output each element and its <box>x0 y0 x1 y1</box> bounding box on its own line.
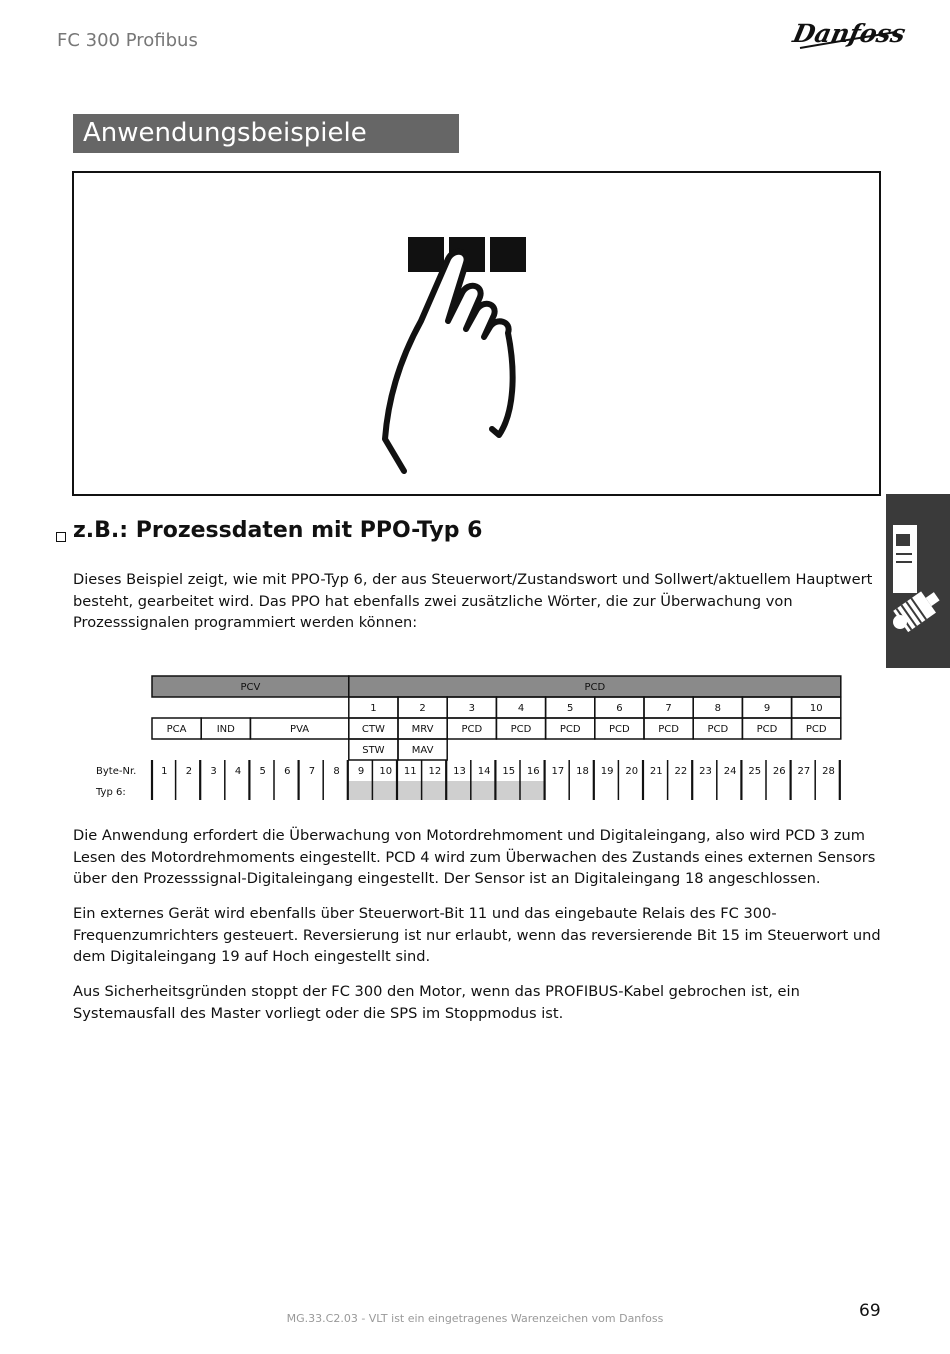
byte-number: 8 <box>333 766 340 777</box>
pcd-number: 10 <box>809 703 823 714</box>
byte-nr-label: Byte-Nr. <box>96 766 137 777</box>
pcd-name: PCD <box>461 724 483 735</box>
hand-pressing-keys-icon <box>74 173 879 494</box>
byte-number: 18 <box>576 766 589 777</box>
pcd-name: PCD <box>559 724 581 735</box>
byte-number: 6 <box>284 766 291 777</box>
byte-number: 23 <box>699 766 712 777</box>
pcv-part-label: PCA <box>166 724 187 735</box>
illustration-frame <box>72 171 881 496</box>
pcd-label: PCD <box>584 682 606 693</box>
footer-text: MG.33.C2.03 - VLT ist ein eingetragenes Warenzeichen vom Danfoss <box>286 1312 664 1325</box>
byte-number: 21 <box>649 766 663 777</box>
pcd-name: PCD <box>658 724 679 735</box>
type6-label: Typ 6: <box>96 787 126 798</box>
pcd-number: 7 <box>665 703 672 714</box>
chapter-side-tab <box>886 494 950 668</box>
byte-number: 24 <box>723 766 737 777</box>
paragraph-application: Die Anwendung erfordert die Überwachung von Motordrehmoment und Digitaleingang, also wird PCD 3 zum Lesen des Motordrehmoments eingestellt. PCD 4 wird zum Überwachen des Zustands eines externen Sensors über den Prozesssignal-Digitaleingang eingestellt. Der Sensor ist an Digitaleingang 18 angeschlossen. <box>73 827 876 888</box>
byte-number: 1 <box>161 766 168 777</box>
pcd-number: 8 <box>714 703 721 714</box>
pcd-name: PCD <box>707 724 729 735</box>
byte-number: 11 <box>403 766 417 777</box>
pcd-number: 9 <box>763 703 771 714</box>
byte-number: 28 <box>822 766 835 777</box>
square-bullet-icon <box>56 532 66 542</box>
byte-number: 17 <box>551 766 565 777</box>
byte-number: 15 <box>502 766 516 777</box>
pcd-name: PCD <box>805 724 827 735</box>
ppo-type6-diagram <box>90 674 850 804</box>
danfoss-logo <box>790 12 909 54</box>
pcd-name: PCD <box>609 724 630 735</box>
paragraph-external-device: Ein externes Gerät wird ebenfalls über Steuerwort-Bit 11 und das eingebaute Relais des FC 300-Frequenzumrichters gesteuert. Reversierung ist nur erlaubt, wenn das reversierende Bit 15 im Steuerwort und dem Digitaleingang 19 auf Hoch eingestellt sind. <box>73 905 881 966</box>
byte-number: 10 <box>379 766 393 777</box>
pcd-name: PCD <box>756 724 778 735</box>
byte-number: 27 <box>797 766 811 777</box>
byte-number: 14 <box>477 766 491 777</box>
byte-number: 7 <box>308 766 316 777</box>
drive-motor-icon <box>886 494 950 668</box>
paragraph-safety: Aus Sicherheitsgründen stoppt der FC 300 den Motor, wenn das PROFIBUS-Kabel gebrochen ist, ein Systemausfall des Master vorliegt oder die SPS im Stoppmodus ist. <box>73 983 800 1022</box>
pcv-part-label: IND <box>216 724 235 735</box>
document-title: FC 300 Profibus <box>57 30 198 51</box>
sub-name: MAV <box>411 745 434 756</box>
pcd-number: 2 <box>419 703 426 714</box>
byte-number: 9 <box>357 766 365 777</box>
pcd-name: MRV <box>411 724 434 735</box>
section-title: Anwendungsbeispiele <box>73 114 459 153</box>
byte-number: 19 <box>600 766 614 777</box>
pcv-part-label: PVA <box>290 724 310 735</box>
byte-number: 13 <box>453 766 466 777</box>
pcd-number: 5 <box>567 703 574 714</box>
paragraph-intro: Dieses Beispiel zeigt, wie mit PPO-Typ 6, der aus Steuerwort/Zustandswort und Sollwert/aktuellem Hauptwert besteht, gearbeitet wird. Das PPO hat ebenfalls zwei zusätzliche Wörter, die zur Überwachung von Prozesssignalen programmiert werden können: <box>73 571 873 632</box>
byte-number: 22 <box>674 766 688 777</box>
pcd-number: 3 <box>468 703 475 714</box>
pcd-number: 4 <box>517 703 525 714</box>
byte-number: 4 <box>234 766 242 777</box>
page-number: 69 <box>859 1301 881 1321</box>
pcd-number: 1 <box>370 703 377 714</box>
byte-number: 26 <box>772 766 786 777</box>
pcd-number: 6 <box>616 703 623 714</box>
byte-number: 20 <box>625 766 639 777</box>
byte-number: 3 <box>210 766 217 777</box>
section-heading: z.B.: Prozessdaten mit PPO-Typ 6 <box>73 518 483 543</box>
pcd-name: PCD <box>510 724 532 735</box>
byte-number: 16 <box>526 766 540 777</box>
byte-number: 5 <box>259 766 266 777</box>
sub-name: STW <box>362 745 385 756</box>
byte-number: 12 <box>428 766 442 777</box>
pcv-label: PCV <box>240 682 261 693</box>
pcd-name: CTW <box>361 724 385 735</box>
byte-number: 2 <box>185 766 193 777</box>
logo-text: Danfoss <box>790 18 909 48</box>
byte-number: 25 <box>748 766 762 777</box>
